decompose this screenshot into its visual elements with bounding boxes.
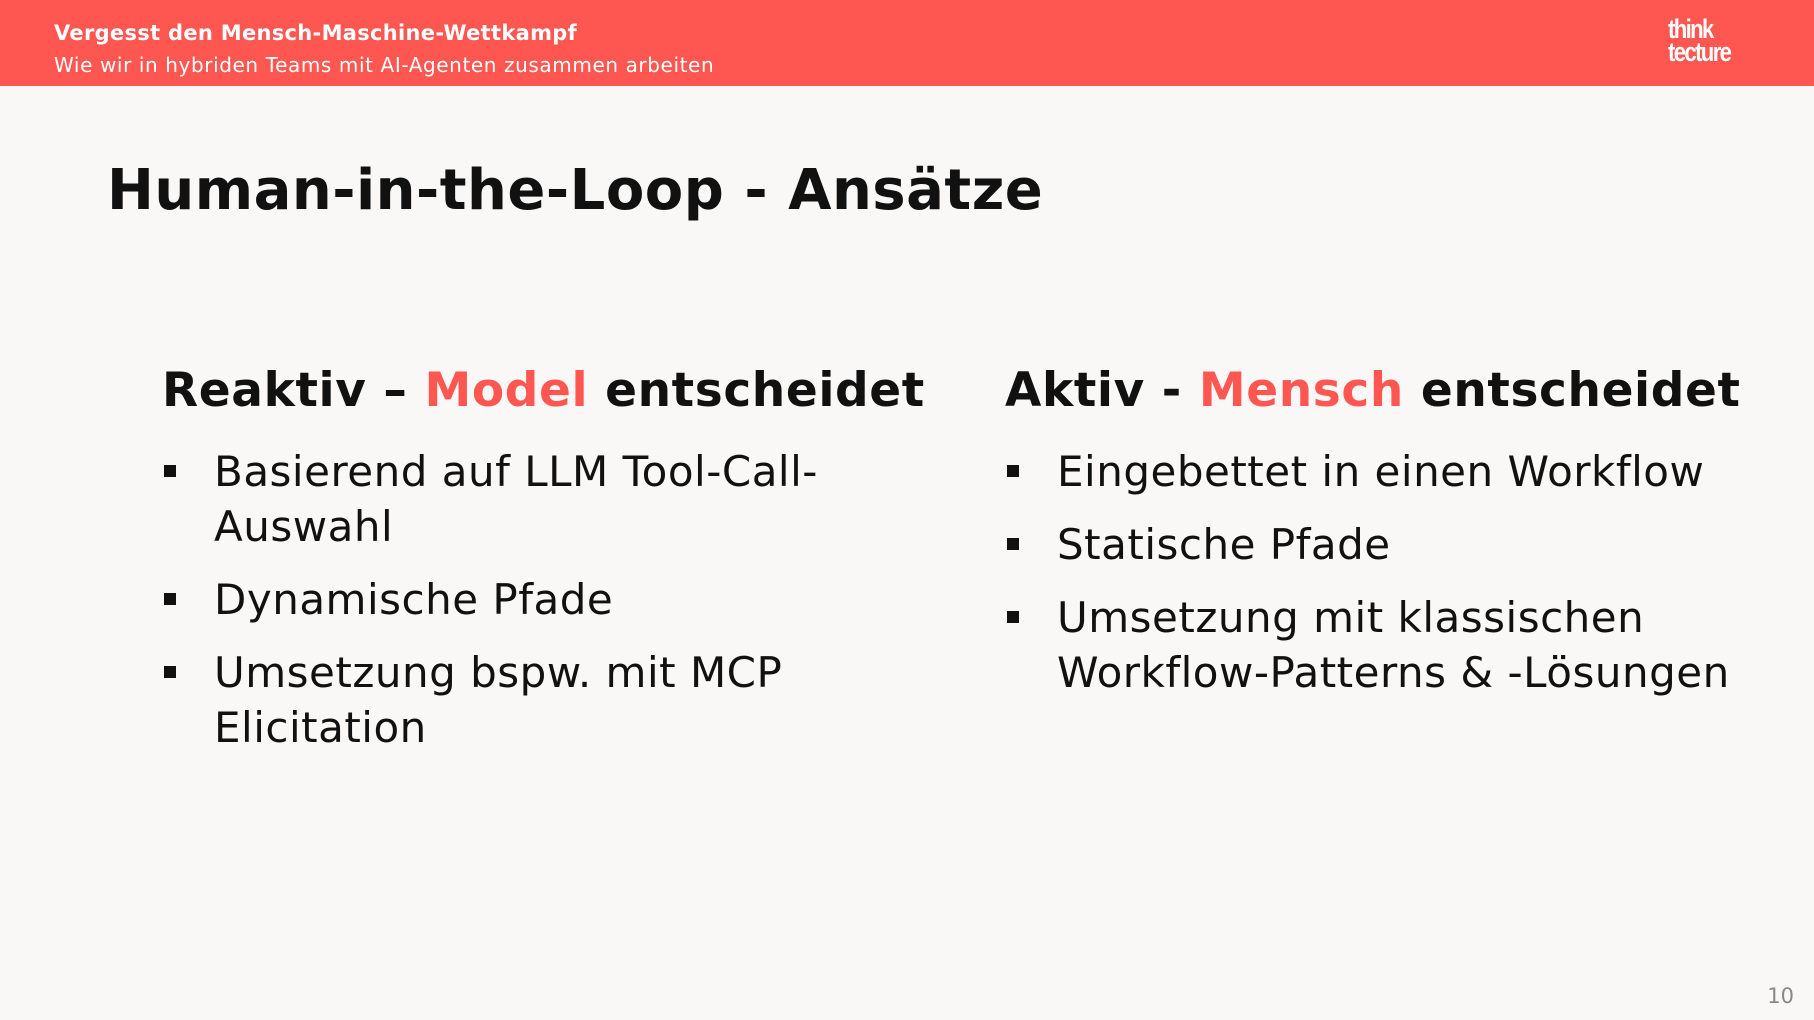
left-column-heading — [162, 360, 942, 422]
list-item — [162, 645, 942, 755]
left-heading-accent: Model — [424, 363, 589, 418]
thinktecture-logo — [1668, 14, 1734, 67]
square-bullet-icon — [164, 593, 176, 605]
left-bullet-list — [162, 444, 942, 755]
header-title: Vergesst den Mensch-Maschine-Wettkampf — [54, 21, 578, 45]
left-heading-prefix: Reaktiv – — [162, 363, 425, 418]
right-heading-suffix: entscheidet — [1403, 363, 1741, 418]
list-item — [162, 572, 942, 627]
logo-line-2: tecture — [1668, 37, 1731, 67]
right-heading-prefix: Aktiv - — [1005, 363, 1199, 418]
list-item — [162, 444, 942, 554]
left-heading-suffix: entscheidet — [588, 363, 925, 418]
square-bullet-icon — [164, 465, 176, 477]
square-bullet-icon — [1007, 611, 1019, 623]
bullet-text: Statische Pfade — [1057, 520, 1391, 569]
right-bullet-list — [1005, 444, 1795, 700]
page-number: 10 — [1767, 984, 1794, 1008]
bullet-text: Umsetzung mit klassischen Workflow-Patterns & -Lösungen — [1057, 593, 1730, 697]
square-bullet-icon — [1007, 538, 1019, 550]
right-column — [1005, 360, 1795, 718]
bullet-text: Umsetzung bspw. mit MCP Elicitation — [214, 648, 783, 752]
slide-header — [0, 0, 1814, 86]
bullet-text: Eingebettet in einen Workflow — [1057, 447, 1705, 496]
list-item — [1005, 444, 1795, 499]
bullet-text: Dynamische Pfade — [214, 575, 614, 624]
header-subtitle: Wie wir in hybriden Teams mit AI-Agenten zusammen arbeiten — [54, 53, 715, 77]
square-bullet-icon — [1007, 465, 1019, 477]
list-item — [1005, 517, 1795, 572]
bullet-text: Basierend auf LLM Tool-Call-Auswahl — [214, 447, 818, 551]
right-column-heading — [1005, 360, 1795, 422]
left-column — [162, 360, 942, 773]
square-bullet-icon — [164, 666, 176, 678]
slide-title: Human-in-the-Loop - Ansätze — [107, 158, 1044, 223]
list-item — [1005, 590, 1795, 700]
right-heading-accent: Mensch — [1198, 363, 1404, 418]
logo-line-1: think — [1668, 14, 1713, 44]
